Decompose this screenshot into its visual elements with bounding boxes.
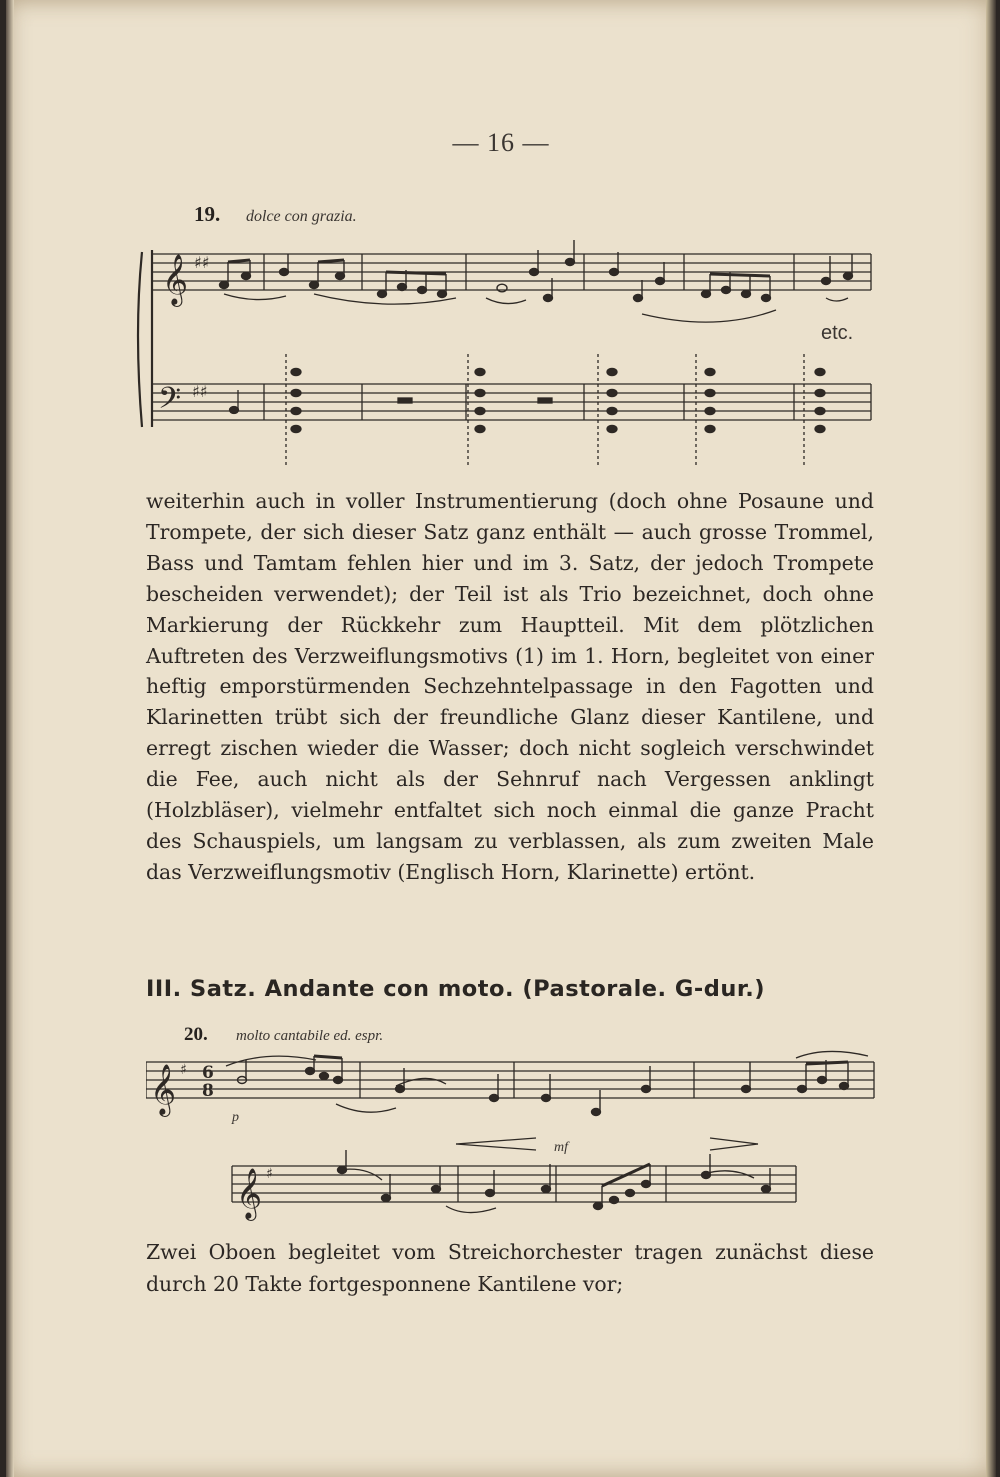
dynamic-mf: mf xyxy=(554,1140,568,1155)
body-paragraph: weiterhin auch in voller Instrumentierung (doch ohne Posaune und Trompete, der sich dieser Satz ganz enthält — auch grosse Trommel, Bass und Tamtam fehlen hier und im 3. Satz, der jedoch Trompete bescheiden verwendet); der Teil ist als Trio bezeichnet, doch ohne Markierung der Rückkehr zum Hauptteil. Mit dem plötzlichen Auftreten des Verzweiflungsmotivs (1) im 1. Horn, begleitet von einer heftig emporstürmenden Sechzehntelpassage in den Fagotten und Klarinetten trübt sich der freundliche Glanz dieser Kantilene, und erregt zischen wieder die Wasser; doch nicht sogleich verschwindet die Fee, auch nicht als der Sehnruf nach Vergessen anklingt (Holzbläser), vielmehr entfaltet sich noch einmal die ganze Pracht des Schauspiels, um langsam zu verblassen, als zum zweiten Male das Verzweiflungsmotiv (Englisch Horn, Klarinette) ertönt. xyxy=(146,489,874,884)
closing-paragraph: Zwei Oboen begleitet vom Streichorchester tragen zunächst diese durch 20 Takte fortgesponnene Kantilene vor; xyxy=(146,1240,874,1296)
svg-text:𝄞: 𝄞 xyxy=(150,1064,177,1115)
example-20-number: 20. xyxy=(184,1024,208,1045)
music-example-19 xyxy=(136,232,878,477)
svg-text:♯: ♯ xyxy=(180,1062,187,1078)
section-heading: III. Satz. Andante con moto. (Pastorale. G-dur.) xyxy=(146,976,766,1002)
svg-text:6: 6 xyxy=(202,1063,214,1083)
music-example-20 xyxy=(146,1046,881,1226)
example-19-number: 19. xyxy=(194,202,221,226)
svg-text:𝄞: 𝄞 xyxy=(236,1168,263,1219)
page-number-header: — 16 — xyxy=(452,128,550,157)
page-edge-shadow xyxy=(986,0,996,1477)
svg-text:♯♯: ♯♯ xyxy=(194,253,210,272)
svg-text:♯♯: ♯♯ xyxy=(192,382,208,401)
svg-text:♯: ♯ xyxy=(266,1166,273,1182)
svg-text:8: 8 xyxy=(202,1081,214,1101)
example-20-tempo: molto cantabile ed. espr. xyxy=(236,1028,384,1044)
page-gutter-shadow xyxy=(6,0,14,1477)
example-19-tempo: dolce con grazia. xyxy=(246,208,357,225)
example-19-etc: etc. xyxy=(821,322,854,344)
svg-text:𝄞: 𝄞 xyxy=(162,254,189,305)
score-graphic-19 xyxy=(136,232,878,477)
svg-text:𝄢: 𝄢 xyxy=(158,382,182,423)
dynamic-p: p xyxy=(232,1110,239,1125)
book-page xyxy=(6,0,996,1477)
score-graphic-20 xyxy=(146,1046,881,1226)
